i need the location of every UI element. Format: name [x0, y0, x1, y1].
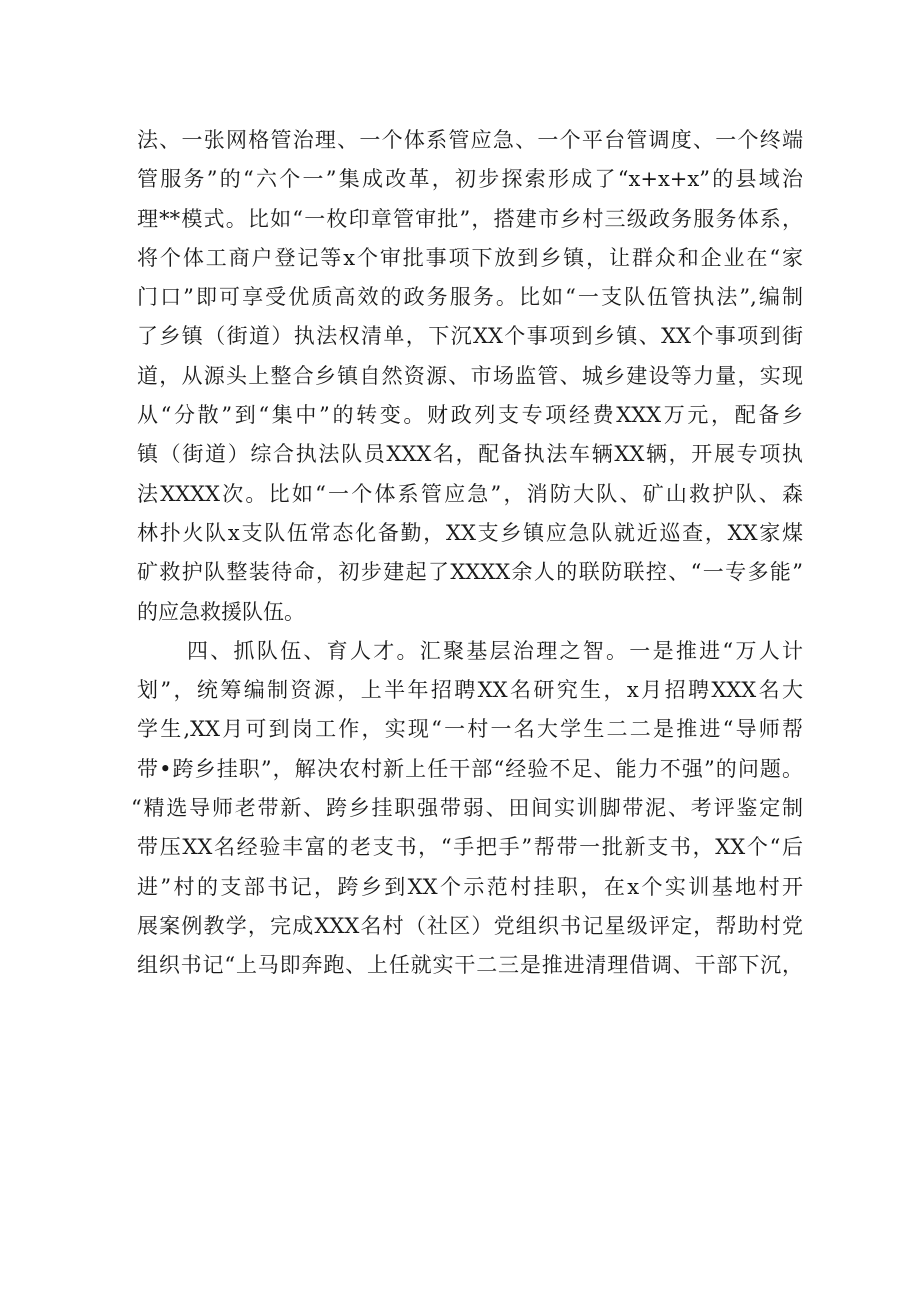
- text-line: 将个体工商户登记等x个审批事项下放到乡镇，让群众和企业在“家: [137, 245, 803, 270]
- text-line: 法、一张网格管治理、一个体系管应急、一个平台管调度、一个终端: [137, 128, 803, 152]
- text-line: 了乡镇（街道）执法权清单，下沉XX个事项到乡镇、XX个事项到街: [137, 324, 803, 349]
- text-line: 道，从源头上整合乡镇自然资源、市场监管、城乡建设等力量，实现: [137, 363, 803, 388]
- text-line: 门口”即可享受优质高效的政务服务。比如“一支队伍管执法”,编制: [137, 285, 803, 310]
- text-line: 带压XX名经验丰富的老支书，“手把手”帮带一批新支书，XX个“后: [137, 835, 803, 860]
- text-line: “精选导师老带新、跨乡挂职强带弱、田间实训脚带泥、考评鉴定制: [131, 796, 803, 821]
- text-line: 理**模式。比如“一枚印章管审批”，搭建市乡村三级政务服务体系，: [137, 206, 803, 231]
- paragraph-start-line: 四、抓队伍、育人才。汇聚基层治理之智。一是推进“万人计: [187, 638, 803, 663]
- text-line: 的应急救援队伍。: [137, 599, 305, 624]
- text-line: 展案例教学，完成XXX名村（社区）党组织书记星级评定，帮助村党: [137, 913, 803, 938]
- text-line: 镇（街道）综合执法队员XXX名，配备执法车辆XX辆，开展专项执: [137, 442, 803, 467]
- text-line: 组织书记“上马即奔跑、上任就实干二三是推进清理借调、干部下沉，: [137, 953, 803, 978]
- text-line: 法XXXX次。比如“一个体系管应急”，消防大队、矿山救护队、森: [137, 481, 803, 506]
- text-line: 从“分散”到“集中”的转变。财政列支专项经费XXX万元，配备乡: [137, 403, 803, 428]
- text-line: 划”，统筹编制资源，上半年招聘XX名研究生，x月招聘XXX名大: [137, 678, 803, 703]
- body-text: [131, 121, 803, 986]
- text-line: 带•跨乡挂职”，解决农村新上任干部“经验不足、能力不强”的问题。: [137, 756, 803, 781]
- text-line: 进”村的支部书记，跨乡到XX个示范村挂职，在x个实训基地村开: [137, 874, 803, 899]
- text-line: 林扑火队x支队伍常态化备勤，XX支乡镇应急队就近巡查，XX家煤: [137, 520, 803, 545]
- text-line: 矿救护队整装待命，初步建起了XXXX余人的联防联控、“一专多能”: [137, 560, 803, 585]
- text-line: 学生,XX月可到岗工作，实现“一村一名大学生二二是推进“导师帮: [137, 717, 803, 742]
- text-line: 管服务”的“六个一”集成改革，初步探索形成了“x+x+x”的县域治: [137, 167, 803, 192]
